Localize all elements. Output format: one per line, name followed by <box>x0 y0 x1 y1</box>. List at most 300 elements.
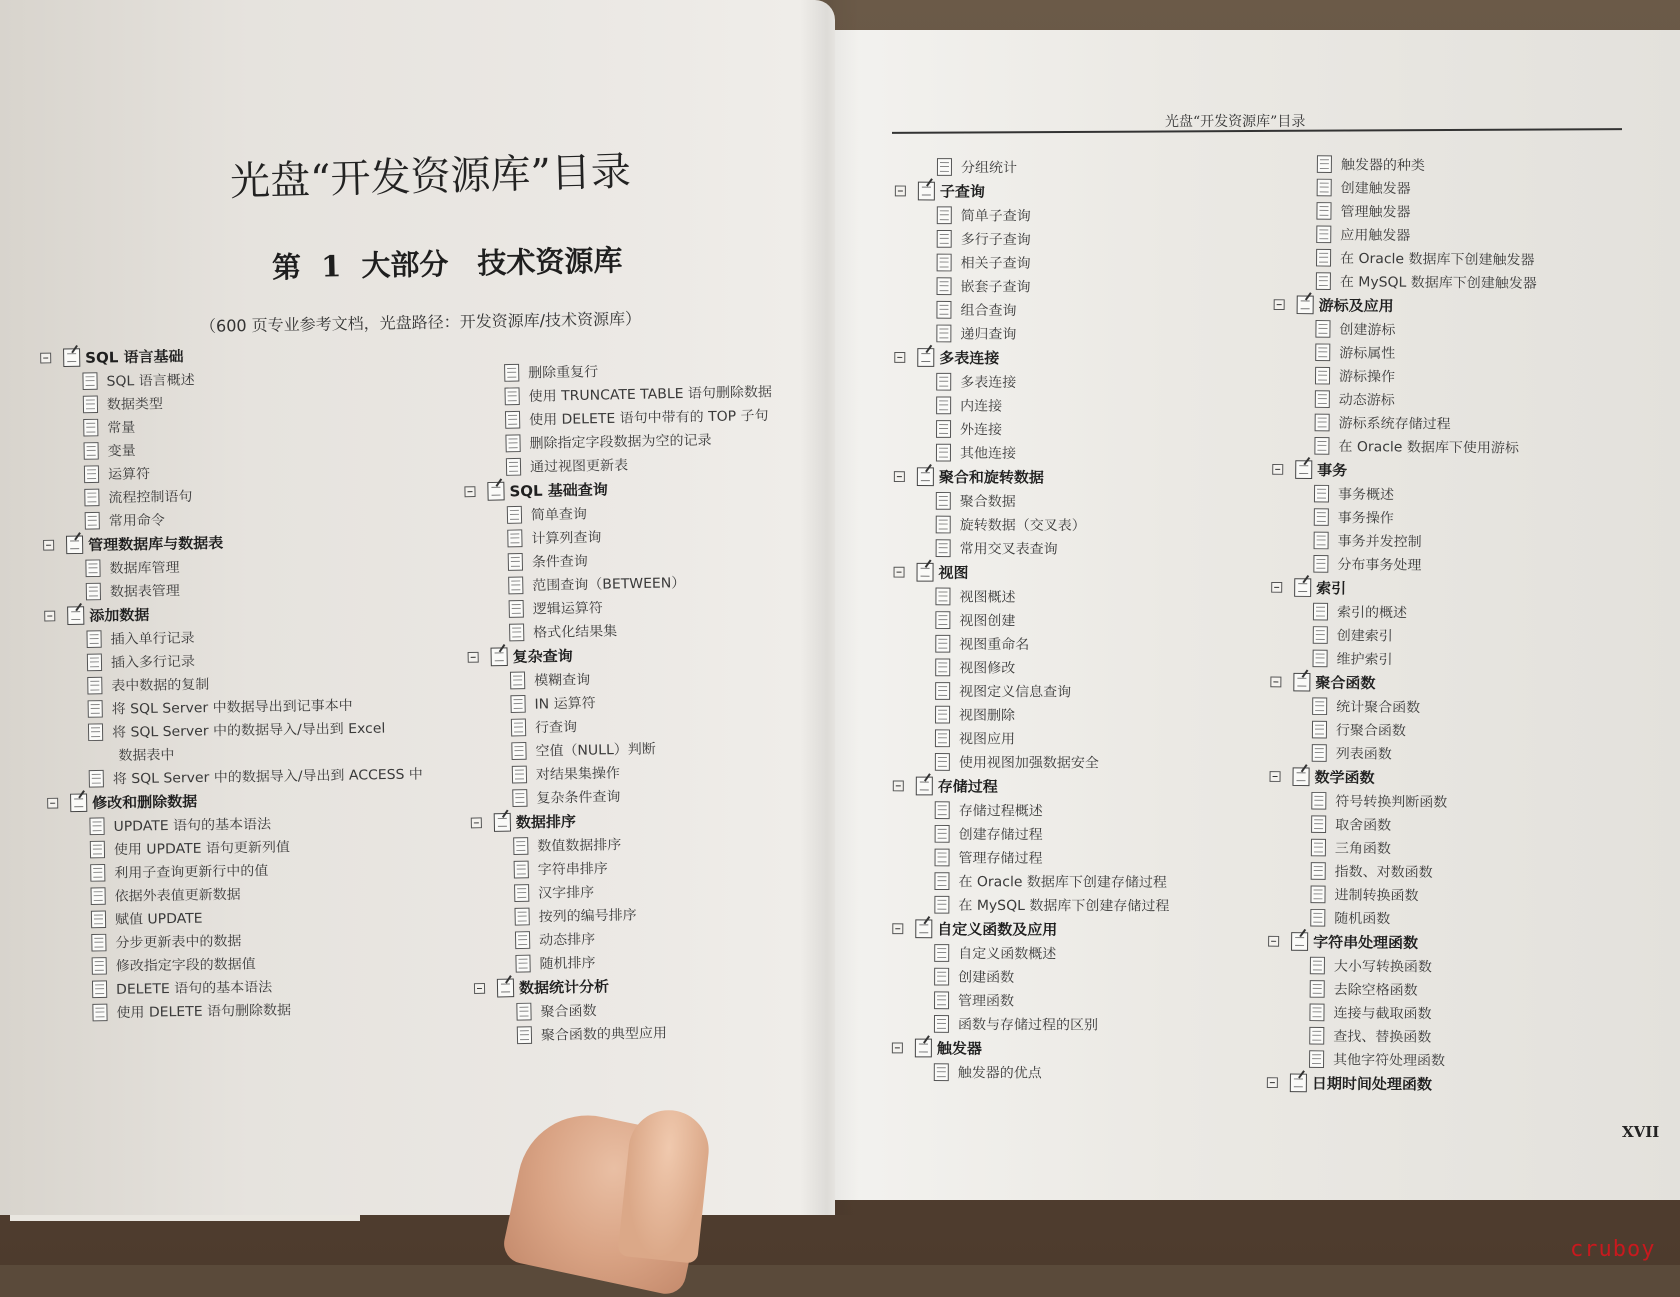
document-icon <box>91 934 106 952</box>
document-icon <box>85 559 100 577</box>
toc-label: 空值（NULL）判断 <box>535 741 656 760</box>
toc-label: 视图创建 <box>959 613 1016 630</box>
toc-item[interactable] <box>1275 152 1538 178</box>
toc-item[interactable] <box>1270 694 1533 720</box>
toc-section[interactable] <box>892 1036 1169 1062</box>
document-icon <box>1311 792 1326 810</box>
toc-item[interactable] <box>1274 246 1537 272</box>
toc-item[interactable] <box>475 1018 785 1047</box>
document-icon <box>89 770 104 788</box>
toc-label: 创建索引 <box>1336 628 1393 645</box>
toc-label: 管理函数 <box>958 993 1015 1010</box>
collapse-icon[interactable] <box>1270 677 1281 688</box>
toc-label: 通过视图更新表 <box>529 457 629 476</box>
toc-item[interactable] <box>894 417 1171 442</box>
toc-label: DELETE 语句的基本语法 <box>116 979 273 998</box>
toc-label: 进制转换函数 <box>1334 887 1419 905</box>
toc-label: 嵌套子查询 <box>960 279 1031 296</box>
book-edit-icon <box>494 813 511 832</box>
collapse-icon[interactable] <box>1267 1077 1278 1088</box>
toc-item[interactable] <box>1273 317 1536 343</box>
toc-item[interactable] <box>1268 882 1531 908</box>
book-edit-icon <box>497 979 514 998</box>
toc-item[interactable] <box>894 298 1171 323</box>
collapse-icon[interactable] <box>1270 771 1281 782</box>
book-edit-icon <box>917 563 934 582</box>
toc-label: 常用交叉表查询 <box>959 541 1058 558</box>
document-icon <box>1316 225 1331 243</box>
toc-item[interactable] <box>893 750 1170 775</box>
document-icon <box>508 553 523 571</box>
toc-label: 将 SQL Server 中的数据导入/导出到 ACCESS 中 <box>112 766 423 788</box>
document-icon <box>1313 603 1328 621</box>
document-icon <box>936 539 951 557</box>
toc-label: 日期时间处理函数 <box>1311 1074 1432 1094</box>
toc-label: 变量 <box>107 443 136 460</box>
toc-label: 连接与截取函数 <box>1333 1005 1432 1023</box>
toc-label: 数据表中 <box>118 747 175 764</box>
toc-item[interactable] <box>893 798 1170 823</box>
document-icon <box>82 372 97 390</box>
collapse-icon[interactable] <box>468 652 479 663</box>
toc-item[interactable] <box>893 703 1170 728</box>
toc-label: 数据表管理 <box>109 583 180 601</box>
toc-section[interactable] <box>894 464 1171 490</box>
document-icon <box>937 277 952 295</box>
toc-label: 表中数据的复制 <box>111 677 210 695</box>
toc-item[interactable] <box>893 632 1170 657</box>
toc-item[interactable] <box>1272 528 1535 554</box>
toc-item[interactable] <box>894 536 1171 561</box>
document-icon <box>936 492 951 510</box>
collapse-icon[interactable] <box>892 1042 903 1053</box>
document-icon <box>1310 886 1325 904</box>
toc-item[interactable] <box>894 321 1171 346</box>
page-number: XVII <box>1622 1123 1660 1141</box>
toc-item[interactable] <box>1269 812 1532 838</box>
toc-label: 将 SQL Server 中数据导出到记事本中 <box>111 698 353 718</box>
document-icon <box>1316 249 1331 267</box>
toc-item[interactable] <box>893 845 1170 870</box>
document-icon <box>935 825 950 843</box>
toc-label: 动态排序 <box>538 931 596 949</box>
toc-label: 汉字排序 <box>538 884 595 902</box>
document-icon <box>934 1015 949 1033</box>
collapse-icon[interactable] <box>1272 464 1283 475</box>
document-icon <box>1313 626 1328 644</box>
document-icon <box>84 489 99 507</box>
toc-label: 创建触发器 <box>1340 180 1411 198</box>
document-icon <box>1310 909 1325 927</box>
book-edit-icon <box>916 777 933 796</box>
toc-item[interactable] <box>1273 340 1536 366</box>
toc-label: UPDATE 语句的基本语法 <box>113 816 272 835</box>
document-icon <box>514 861 529 879</box>
toc-item[interactable] <box>894 513 1171 538</box>
toc-section[interactable] <box>894 345 1171 371</box>
document-icon <box>1313 555 1328 573</box>
document-icon <box>83 396 98 414</box>
toc-label: 创建游标 <box>1339 322 1396 339</box>
collapse-icon[interactable] <box>894 567 905 578</box>
toc-item[interactable] <box>1269 859 1532 885</box>
book-edit-icon <box>63 348 80 367</box>
toc-label: 三角函数 <box>1334 840 1391 857</box>
toc-label: 复杂查询 <box>512 647 573 666</box>
toc-item[interactable] <box>1270 741 1533 767</box>
document-icon <box>510 695 525 713</box>
toc-item[interactable] <box>895 227 1172 252</box>
toc-item[interactable] <box>892 1012 1169 1037</box>
document-icon <box>92 980 107 998</box>
toc-label: 字符串处理函数 <box>1313 933 1419 952</box>
toc-item[interactable] <box>894 441 1171 466</box>
toc-item[interactable] <box>894 393 1171 418</box>
toc-label: 游标属性 <box>1339 345 1396 362</box>
collapse-icon[interactable] <box>471 817 482 828</box>
document-icon <box>1315 320 1330 338</box>
book-edit-icon <box>1293 673 1310 692</box>
document-icon <box>1309 1027 1324 1045</box>
toc-section[interactable] <box>1270 670 1533 697</box>
toc-label: 运算符 <box>107 466 151 483</box>
toc-label: 条件查询 <box>531 553 589 571</box>
toc-label: 视图应用 <box>958 731 1015 748</box>
left-page <box>0 0 835 1215</box>
toc-item[interactable] <box>1273 410 1536 436</box>
toc-label: 对结果集操作 <box>535 765 621 784</box>
toc-item[interactable] <box>895 203 1172 228</box>
toc-label: 范围查询（BETWEEN） <box>532 575 686 594</box>
collapse-icon[interactable] <box>894 352 905 363</box>
toc-item[interactable] <box>892 941 1169 966</box>
toc-item[interactable] <box>1267 1024 1530 1050</box>
collapse-icon[interactable] <box>44 611 55 622</box>
toc-label: SQL 基础查询 <box>509 480 608 501</box>
document-icon <box>92 1004 107 1022</box>
toc-label: 复杂条件查询 <box>536 789 621 807</box>
document-icon <box>1316 202 1331 220</box>
document-icon <box>1315 390 1330 408</box>
toc-label: 使用 DELETE 语句删除数据 <box>116 1002 292 1021</box>
toc-label: 添加数据 <box>89 606 150 625</box>
toc-label: 使用 UPDATE 语句更新列值 <box>113 839 291 859</box>
document-icon <box>1311 862 1326 880</box>
toc-item[interactable] <box>1271 600 1534 626</box>
book-edit-icon <box>1297 296 1314 315</box>
toc-item[interactable] <box>893 726 1170 751</box>
document-icon <box>1309 1004 1324 1022</box>
toc-item[interactable] <box>1268 977 1531 1003</box>
toc-section[interactable] <box>1272 457 1535 484</box>
toc-label: 创建函数 <box>958 969 1015 986</box>
toc-item[interactable] <box>1269 789 1532 815</box>
toc-label: 使用视图加强数据安全 <box>958 755 1099 772</box>
toc-item[interactable] <box>895 274 1172 299</box>
toc-label: 查找、替换函数 <box>1333 1029 1432 1046</box>
book-edit-icon <box>67 606 84 625</box>
toc-item[interactable] <box>1271 623 1534 649</box>
toc-label: 数据库管理 <box>109 560 180 577</box>
toc-label: 事务并发控制 <box>1337 533 1422 551</box>
toc-label: 聚合函数的典型应用 <box>540 1025 668 1044</box>
toc-label: 分组统计 <box>960 160 1017 177</box>
toc-label: 内连接 <box>960 398 1003 415</box>
document-icon <box>936 516 951 534</box>
toc-item[interactable] <box>1267 1047 1530 1073</box>
toc-label: 视图 <box>938 563 969 582</box>
toc-item[interactable] <box>1270 646 1533 672</box>
book-edit-icon <box>1292 767 1309 786</box>
toc-item[interactable] <box>893 679 1170 704</box>
document-icon <box>1312 744 1327 762</box>
toc-label: 在 MySQL 数据库下创建触发器 <box>1339 274 1537 292</box>
toc-item[interactable] <box>894 370 1171 395</box>
toc-item[interactable] <box>1272 482 1535 508</box>
collapse-icon[interactable] <box>43 540 54 551</box>
toc-label: 创建存储过程 <box>958 826 1043 844</box>
toc-label: 数值数据排序 <box>537 837 622 855</box>
document-icon <box>936 444 951 462</box>
toc-label: 管理触发器 <box>1340 204 1411 221</box>
toc-label: 数据统计分析 <box>518 977 610 998</box>
document-icon <box>1315 414 1330 432</box>
toc-label: 聚合和旋转数据 <box>938 468 1044 487</box>
document-icon <box>1311 839 1326 857</box>
toc-item[interactable] <box>895 251 1172 276</box>
running-head: 光盘“开发资源库”目录 <box>1165 114 1306 130</box>
toc-item[interactable] <box>1272 505 1535 531</box>
toc-label: 索引的概述 <box>1336 604 1408 622</box>
document-icon <box>1317 155 1332 173</box>
toc-label: 自定义函数概述 <box>958 946 1057 963</box>
toc-section[interactable] <box>1269 764 1532 791</box>
toc-column-3 <box>892 155 1172 1085</box>
collapse-icon[interactable] <box>892 923 903 934</box>
collapse-icon[interactable] <box>1274 299 1285 310</box>
toc-label: 触发器的种类 <box>1340 157 1425 174</box>
toc-label: 字符串排序 <box>537 861 608 879</box>
toc-label: 随机排序 <box>539 955 596 973</box>
collapse-icon[interactable] <box>474 983 485 994</box>
toc-item[interactable] <box>1271 552 1534 578</box>
toc-label: 列表函数 <box>1335 746 1392 763</box>
toc-label: 行查询 <box>534 719 578 737</box>
toc-item[interactable] <box>1272 434 1535 460</box>
toc-label: 索引 <box>1316 579 1347 598</box>
toc-column-2 <box>462 356 784 1048</box>
toc-item[interactable] <box>893 655 1170 680</box>
watermark: cruboy <box>1570 1237 1656 1262</box>
toc-label: 多表连接 <box>939 349 1000 368</box>
toc-item[interactable] <box>892 869 1169 894</box>
toc-label: 事务概述 <box>1337 486 1395 504</box>
document-icon <box>936 325 951 343</box>
toc-label: 应用触发器 <box>1340 227 1411 244</box>
toc-label: 数据排序 <box>515 812 577 832</box>
toc-section[interactable] <box>892 916 1169 942</box>
document-icon <box>512 766 527 784</box>
toc-item[interactable] <box>1273 387 1536 413</box>
toc-label: 自定义函数及应用 <box>937 920 1058 939</box>
toc-label: 常量 <box>107 420 136 437</box>
toc-label: 删除指定字段数据为空的记录 <box>529 432 712 452</box>
toc-label: 插入单行记录 <box>110 630 195 648</box>
toc-section[interactable] <box>1267 1070 1530 1097</box>
toc-section[interactable] <box>895 179 1172 205</box>
document-icon <box>517 1026 532 1044</box>
toc-section[interactable] <box>1271 575 1534 602</box>
document-icon <box>935 588 950 606</box>
toc-label: 分布事务处理 <box>1337 557 1422 574</box>
document-icon <box>934 968 949 986</box>
toc-label: 依据外表值更新数据 <box>114 887 241 905</box>
collapse-icon[interactable] <box>40 353 51 364</box>
book-edit-icon <box>70 793 87 812</box>
toc-item[interactable] <box>894 489 1171 514</box>
document-icon <box>934 896 949 914</box>
document-icon <box>83 419 98 437</box>
toc-label: 函数与存储过程的区别 <box>957 1017 1098 1034</box>
document-icon <box>935 849 950 867</box>
document-icon <box>505 434 520 452</box>
document-icon <box>935 658 950 676</box>
toc-item[interactable] <box>1274 269 1537 295</box>
book-edit-icon <box>1294 578 1311 597</box>
toc-label: 维护索引 <box>1336 651 1393 668</box>
toc-label: 使用 DELETE 语句中带有的 TOP 子句 <box>528 408 769 429</box>
document-icon <box>89 817 104 835</box>
toc-label: 游标系统存储过程 <box>1338 415 1451 433</box>
toc-label: 随机函数 <box>1334 911 1391 928</box>
document-icon <box>935 801 950 819</box>
document-icon <box>87 677 102 695</box>
toc-label: 事务操作 <box>1337 510 1394 527</box>
book-edit-icon <box>917 348 934 367</box>
document-icon <box>86 630 101 648</box>
toc-label: 组合查询 <box>960 302 1017 319</box>
toc-item[interactable] <box>1275 175 1538 201</box>
toc-item[interactable] <box>1268 953 1531 979</box>
toc-label: 存储过程概述 <box>958 803 1043 820</box>
document-icon <box>937 158 952 176</box>
document-icon <box>85 512 100 530</box>
toc-item[interactable] <box>1274 199 1537 225</box>
toc-label: 简单子查询 <box>960 208 1031 225</box>
toc-item[interactable] <box>1273 364 1536 390</box>
document-icon <box>87 654 102 672</box>
document-icon <box>1317 179 1332 197</box>
toc-item[interactable] <box>892 965 1169 990</box>
collapse-icon[interactable] <box>893 780 904 791</box>
collapse-icon[interactable] <box>895 186 906 197</box>
toc-label: 计算列查询 <box>531 529 602 547</box>
document-icon <box>507 506 522 524</box>
document-icon <box>935 753 950 771</box>
toc-label: 聚合数据 <box>959 494 1016 511</box>
toc-item[interactable] <box>893 608 1170 633</box>
toc-label: 事务 <box>1317 461 1348 480</box>
toc-section[interactable] <box>1268 929 1531 956</box>
document-icon <box>511 719 526 737</box>
toc-item[interactable] <box>893 822 1170 847</box>
document-icon <box>935 682 950 700</box>
collapse-icon[interactable] <box>464 486 475 497</box>
toc-item[interactable] <box>892 893 1169 918</box>
toc-item[interactable] <box>1268 906 1531 932</box>
document-icon <box>1309 1050 1324 1068</box>
toc-label: 去除空格函数 <box>1333 982 1418 999</box>
document-icon <box>88 700 103 718</box>
collapse-icon[interactable] <box>1268 936 1279 947</box>
document-icon <box>84 442 99 460</box>
toc-label: 递归查询 <box>960 326 1017 343</box>
toc-label: 相关子查询 <box>960 255 1031 272</box>
toc-label: 取舍函数 <box>1335 817 1392 834</box>
toc-label: 视图定义信息查询 <box>959 684 1072 701</box>
toc-item[interactable] <box>50 996 426 1025</box>
toc-column-4 <box>1267 152 1538 1097</box>
document-icon <box>1312 697 1327 715</box>
toc-item[interactable] <box>892 1060 1169 1085</box>
document-icon <box>1314 437 1329 455</box>
document-icon <box>936 301 951 319</box>
toc-section[interactable] <box>894 560 1171 586</box>
toc-label: 管理存储过程 <box>958 850 1043 867</box>
toc-label: 在 Oracle 数据库下使用游标 <box>1338 439 1519 457</box>
document-icon <box>1310 957 1325 975</box>
document-icon <box>1314 485 1329 503</box>
toc-item[interactable] <box>1267 1000 1530 1026</box>
toc-item[interactable] <box>1269 835 1532 861</box>
toc-label: 其他连接 <box>959 445 1016 462</box>
toc-label: 数学函数 <box>1314 768 1375 787</box>
document-icon <box>935 635 950 653</box>
collapse-icon[interactable] <box>894 471 905 482</box>
toc-item[interactable] <box>1270 717 1533 743</box>
toc-label: 利用子查询更新行中的值 <box>114 863 269 882</box>
toc-label: 修改指定字段的数据值 <box>115 956 256 975</box>
toc-section[interactable] <box>1274 292 1537 319</box>
toc-label: 修改和删除数据 <box>92 792 198 812</box>
toc-item[interactable] <box>895 155 1172 180</box>
toc-label: 子查询 <box>939 182 985 201</box>
toc-label: 多表连接 <box>960 374 1017 391</box>
toc-item[interactable] <box>892 988 1169 1013</box>
toc-label: 删除重复行 <box>528 364 599 382</box>
document-icon <box>511 742 526 760</box>
toc-item[interactable] <box>1274 222 1537 248</box>
toc-label: 视图修改 <box>959 660 1016 677</box>
toc-item[interactable] <box>893 584 1170 609</box>
document-icon <box>937 206 952 224</box>
collapse-icon[interactable] <box>1271 582 1282 593</box>
toc-label: 在 MySQL 数据库下创建存储过程 <box>958 897 1170 915</box>
toc-label: 存储过程 <box>937 777 998 796</box>
toc-section[interactable] <box>893 774 1170 800</box>
document-icon <box>91 911 106 929</box>
document-icon <box>934 991 949 1009</box>
collapse-icon[interactable] <box>47 798 58 809</box>
toc-label: 分步更新表中的数据 <box>115 933 242 952</box>
document-icon <box>1312 721 1327 739</box>
toc-label: 在 Oracle 数据库下创建存储过程 <box>958 874 1167 891</box>
toc-label: 外连接 <box>960 422 1003 439</box>
toc-label: 触发器的优点 <box>957 1065 1042 1082</box>
toc-label: 动态游标 <box>1338 392 1395 409</box>
book-edit-icon <box>915 919 932 938</box>
book-edit-icon <box>487 482 504 501</box>
